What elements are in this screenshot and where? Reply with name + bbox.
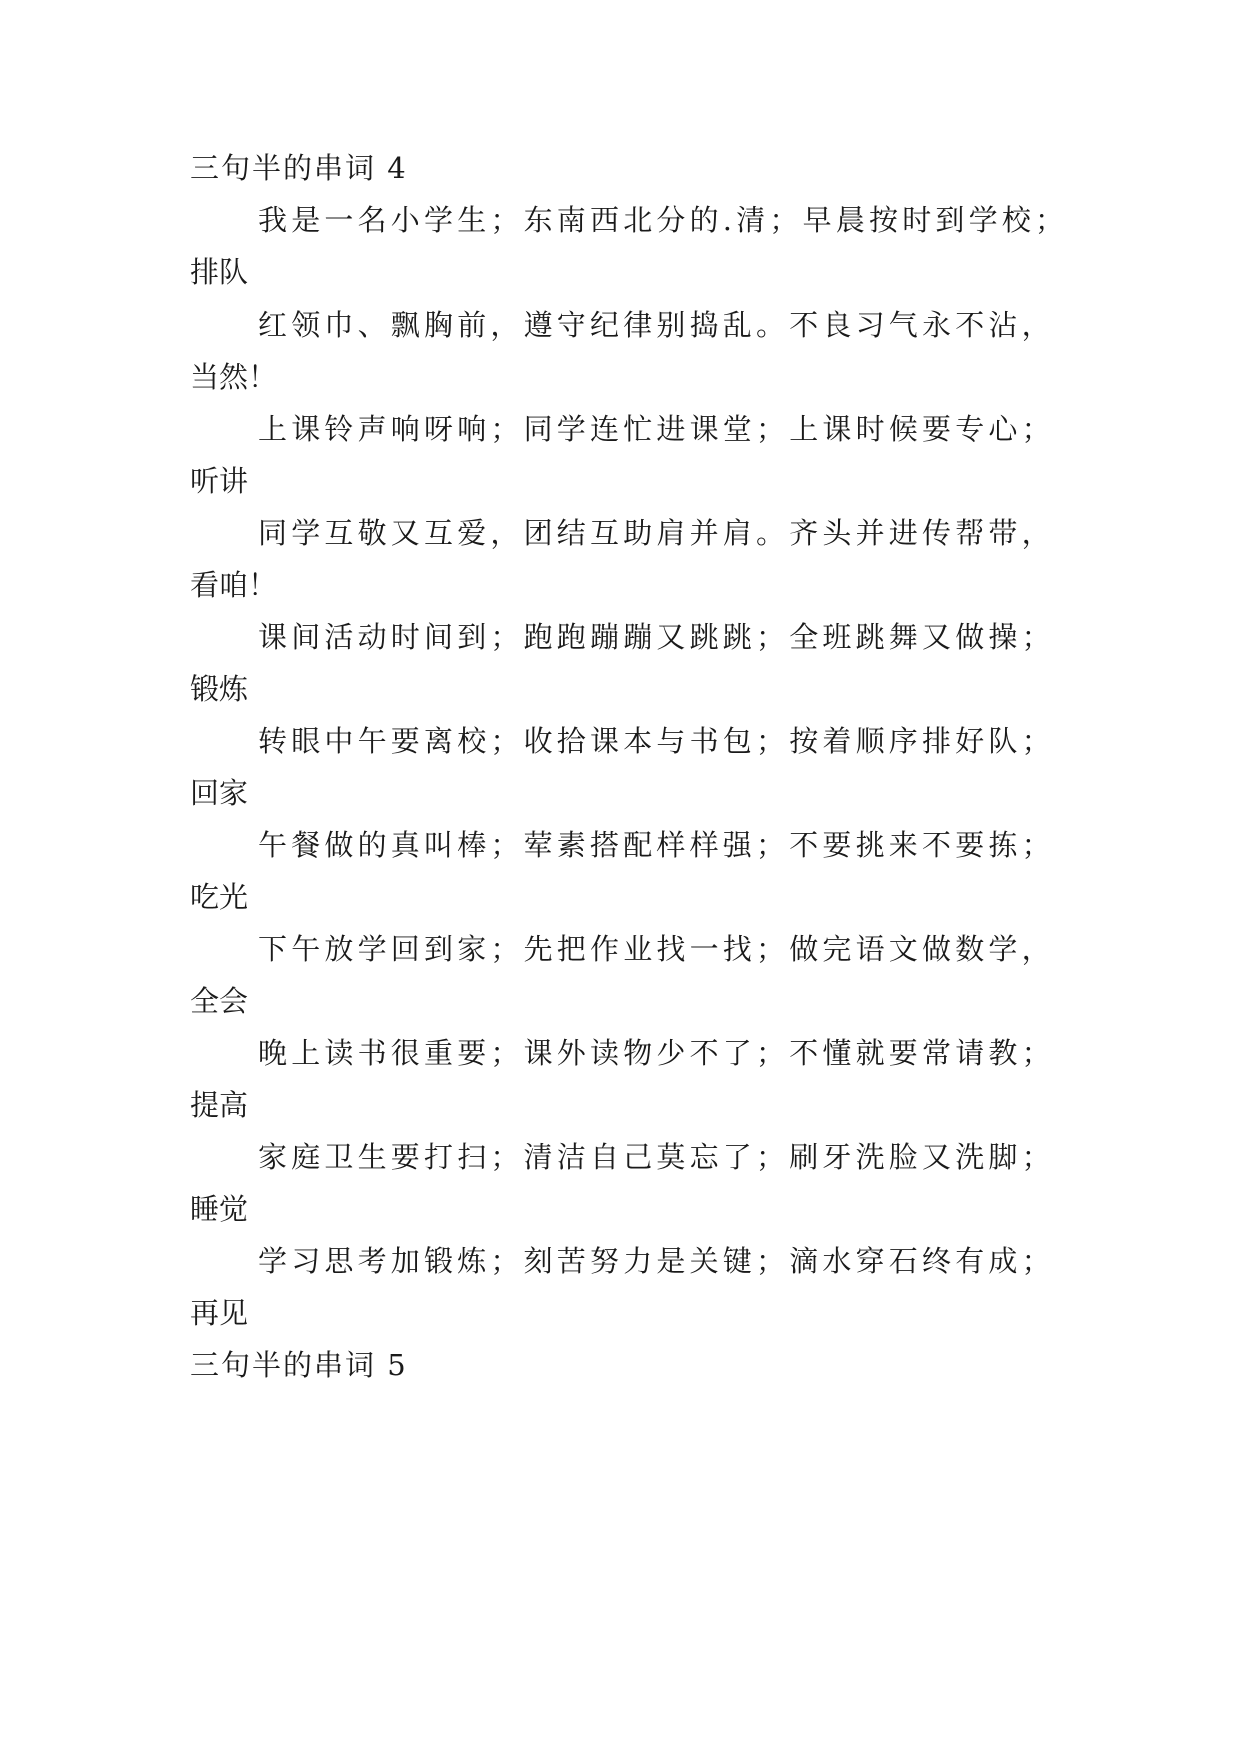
stanza-tail: 睡觉 — [190, 1192, 249, 1226]
stanza-line: 午餐做的真叫棒；荤素搭配样样强；不要挑来不要拣； — [258, 828, 1055, 862]
stanza-line: 上课铃声响呀响；同学连忙进课堂；上课时候要专心； — [258, 412, 1055, 446]
stanza-line: 下午放学回到家；先把作业找一找；做完语文做数学， — [258, 932, 1055, 966]
section-heading: 三句半的串词 5 — [190, 1348, 408, 1382]
stanza-tail: 看咱！ — [190, 568, 278, 602]
stanza-tail: 吃光 — [190, 880, 249, 914]
stanza-tail: 当然！ — [190, 360, 278, 394]
stanza-line: 学习思考加锻炼；刻苦努力是关键；滴水穿石终有成； — [258, 1244, 1055, 1278]
stanza-tail: 排队 — [190, 255, 249, 289]
section-heading: 三句半的串词 4 — [190, 151, 408, 185]
stanza-tail: 提高 — [190, 1088, 249, 1122]
stanza-tail: 回家 — [190, 776, 249, 810]
stanza-line: 红领巾、飘胸前，遵守纪律别捣乱。不良习气永不沾， — [258, 308, 1055, 342]
stanza-line: 课间活动时间到；跑跑蹦蹦又跳跳；全班跳舞又做操； — [258, 620, 1055, 654]
stanza-line: 转眼中午要离校；收拾课本与书包；按着顺序排好队； — [258, 724, 1055, 758]
stanza-line: 我是一名小学生；东南西北分的.清；早晨按时到学校； — [258, 203, 1069, 237]
stanza-line: 晚上读书很重要；课外读物少不了；不懂就要常请教； — [258, 1036, 1055, 1070]
stanza-tail: 锻炼 — [190, 672, 249, 706]
stanza-line: 家庭卫生要打扫；清洁自己莫忘了；刷牙洗脸又洗脚； — [258, 1140, 1055, 1174]
stanza-tail: 听讲 — [190, 464, 249, 498]
stanza-tail: 再见 — [190, 1296, 249, 1330]
stanza-tail: 全会 — [190, 984, 249, 1018]
stanza-line: 同学互敬又互爱，团结互助肩并肩。齐头并进传帮带， — [258, 516, 1055, 550]
